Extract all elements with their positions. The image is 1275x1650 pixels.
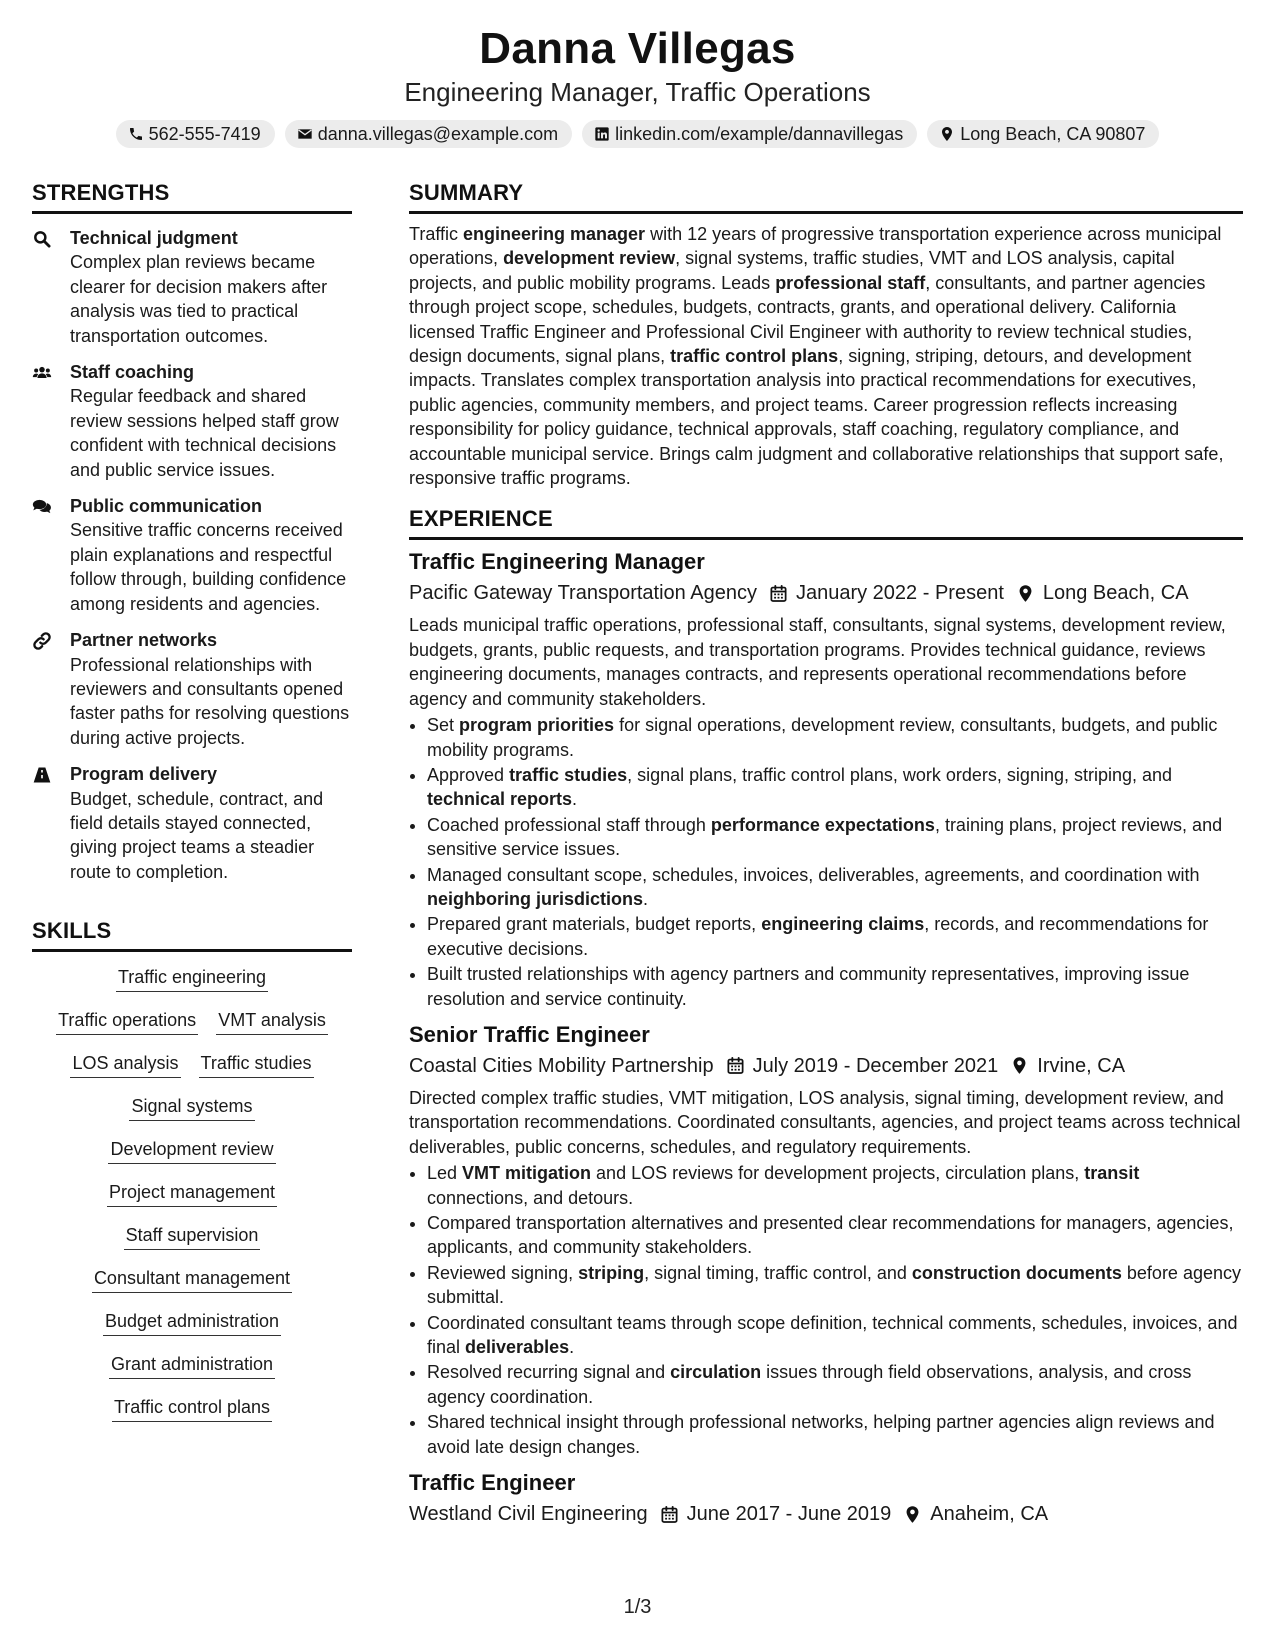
summary-heading: SUMMARY (409, 180, 1243, 214)
experience-heading: EXPERIENCE (409, 506, 1243, 540)
job-title: Traffic Engineer (409, 1470, 576, 1496)
job-meta (409, 579, 1243, 607)
strengths-heading: STRENGTHS (32, 180, 352, 214)
strength-title: Partner networks (70, 630, 218, 651)
road-icon (32, 762, 70, 884)
text-run: , records, and recommendations for executive decisions. (427, 914, 1209, 959)
job-entry (409, 1021, 1243, 1459)
bullet-item (427, 1211, 1243, 1260)
strength-text: Professional relationships with reviewers and consultants opened faster paths for resolving questions during active projects. (70, 654, 350, 748)
text-run: Compared transportation alternatives and presented clear recommendations for managers, agencies, applicants, and community stakeholders. (427, 1213, 1234, 1258)
text-run: . (569, 1337, 575, 1358)
strength-text: Budget, schedule, contract, and field details stayed connected, giving project teams a steadier route to completion. (70, 788, 324, 882)
text-run: Coached professional staff through (427, 814, 711, 835)
calendar-icon (714, 1056, 753, 1075)
strength-title: Technical judgment (70, 228, 238, 248)
text-run: Resolved recurring signal and (427, 1362, 671, 1383)
job-meta (409, 1052, 1243, 1080)
strength-item (32, 360, 352, 482)
bold-phrase: engineering claims (761, 914, 925, 935)
bold-phrase: development review (503, 248, 676, 269)
text-run: Reviewed signing, (427, 1262, 579, 1283)
bullet-item (427, 713, 1243, 762)
bold-phrase: construction documents (911, 1262, 1122, 1283)
contact-text: Long Beach, CA 90807 (960, 124, 1146, 144)
calendar-icon (648, 1505, 687, 1524)
job-location: Long Beach, CA (1042, 582, 1189, 605)
strength-title: Program delivery (70, 764, 218, 785)
text-run: Traffic (409, 224, 464, 244)
skills-heading: SKILLS (32, 918, 352, 952)
bullet-item (427, 1311, 1243, 1360)
bold-phrase: neighboring jurisdictions (427, 888, 643, 909)
bold-phrase: striping (578, 1262, 645, 1283)
skill-tag: Staff supervision (124, 1224, 261, 1250)
calendar-icon (757, 584, 796, 603)
skill-tag: Traffic operations (56, 1009, 198, 1035)
bullet-item (427, 863, 1243, 912)
skill-tag: Project management (107, 1181, 277, 1207)
job-dates: June 2017 - June 2019 (686, 1503, 892, 1526)
text-run: connections, and detours. (427, 1187, 634, 1208)
strength-item (32, 226, 352, 348)
text-run: , signal timing, traffic control, and (644, 1262, 912, 1283)
summary-text (409, 222, 1243, 490)
text-run: for signal operations, development review, consultants, budgets, and public mobility programs. (427, 715, 1218, 760)
strength-text: Sensitive traffic concerns received plain explanations and respectful follow through, building confidence among residents and agencies. (70, 520, 347, 614)
text-run: . (572, 789, 578, 810)
contact-text: 562-555-7419 (148, 124, 261, 144)
users-icon (32, 360, 70, 482)
text-run: Coordinated consultant teams through scope definition, technical comments, schedules, invoices, and final (427, 1312, 1238, 1358)
text-run: Led (427, 1163, 463, 1184)
bold-phrase: engineering manager (463, 224, 646, 244)
skill-tag: Signal systems (129, 1095, 254, 1121)
bold-phrase: traffic control plans (670, 346, 839, 367)
search-icon (32, 226, 70, 348)
contact-linkedin[interactable] (582, 120, 917, 148)
strength-title: Staff coaching (70, 362, 195, 383)
comments-icon (32, 494, 70, 616)
text-run: Managed consultant scope, schedules, invoices, deliverables, agreements, and coordination with (427, 864, 1200, 885)
bold-phrase: performance expectations (710, 814, 935, 835)
strength-item (32, 628, 352, 750)
bold-phrase: technical reports (427, 789, 573, 810)
bold-phrase: deliverables (465, 1337, 570, 1358)
job-title: Senior Traffic Engineer (409, 1021, 650, 1047)
job-company: Pacific Gateway Transportation Agency (409, 582, 757, 605)
strength-title: Public communication (70, 496, 263, 517)
contact-bar (0, 120, 1275, 148)
contact-location (927, 120, 1159, 148)
skills-list (32, 966, 352, 1422)
text-run: before agency submittal. (427, 1262, 1241, 1308)
bold-phrase: traffic studies (509, 764, 628, 785)
strength-item (32, 494, 352, 616)
text-run: , signal plans, traffic control plans, work orders, signing, striping, and (627, 764, 1173, 785)
bullet-item (427, 1261, 1243, 1310)
location-pin-icon (891, 1505, 930, 1524)
page-number: 1/3 (623, 1596, 652, 1618)
bullet-item (427, 813, 1243, 862)
phone-icon (128, 126, 144, 142)
job-entry (409, 548, 1243, 1011)
contact-email[interactable] (285, 120, 572, 148)
skill-tag: Traffic control plans (112, 1396, 272, 1422)
text-run: Approved (427, 764, 510, 785)
location-pin-icon (1004, 584, 1043, 603)
envelope-icon (297, 126, 313, 142)
bold-phrase: program priorities (459, 715, 615, 736)
candidate-name: Danna Villegas (479, 24, 796, 73)
bold-phrase: transit (1084, 1163, 1140, 1184)
text-run: Set (427, 715, 460, 736)
job-dates: July 2019 - December 2021 (752, 1054, 999, 1077)
left-column (32, 180, 352, 1422)
job-entry (409, 1469, 1243, 1528)
job-location: Irvine, CA (1037, 1054, 1126, 1077)
bullet-item (427, 1360, 1243, 1409)
strength-text: Complex plan reviews became clearer for decision makers after analysis was tied to practical transportation outcomes. (70, 252, 328, 346)
skill-tag: Grant administration (109, 1353, 275, 1379)
text-run: . (643, 888, 649, 909)
right-column (409, 180, 1243, 1528)
text-run: , signing, striping, detours, and development impacts. Translates complex transportation analysis into practical recommendations for executives, public agencies, community members, and project teams. Career progression reflects increasing responsibility for policy guidance, technical approvals, staff coaching, regulatory compliance, and accountable municipal service. Brings calm judgment and collaborative relationships that support safe, responsive traffic programs. (409, 346, 1224, 489)
bullet-item (427, 962, 1243, 1011)
job-bullets (409, 1161, 1243, 1459)
bullet-item (427, 912, 1243, 961)
strength-text: Regular feedback and shared review sessions helped staff grow confident with technical decisions and public service issues. (70, 386, 339, 480)
text-run: with 12 years of progressive transportation experience across municipal operations, (409, 224, 1222, 269)
resume-header (0, 0, 1275, 148)
job-bullets (409, 713, 1243, 1011)
text-run: and LOS reviews for development projects, circulation plans, (591, 1163, 1085, 1184)
job-meta (409, 1500, 1243, 1528)
linkedin-icon (594, 126, 610, 142)
bold-phrase: circulation (670, 1362, 762, 1383)
bullet-item (427, 1161, 1243, 1210)
contact-text: danna.villegas@example.com (317, 124, 559, 144)
skill-tag: Budget administration (103, 1310, 281, 1336)
job-description: Directed complex traffic studies, VMT mitigation, LOS analysis, signal timing, development review, and transportation recommendations. Coordinated consultants, agencies, and project teams across technical deliverables, public concerns, schedules, and regulatory requirements. (409, 1087, 1241, 1157)
link-icon (32, 628, 70, 750)
contact-text: linkedin.com/example/dannavillegas (615, 124, 904, 144)
text-run: , signal systems, traffic studies, VMT and LOS analysis, capital projects, and public mobility programs. Leads (409, 248, 1175, 293)
text-run: Shared technical insight through professional networks, helping partner agencies align reviews and avoid late design changes. (427, 1412, 1215, 1457)
skill-tag: Traffic engineering (116, 966, 268, 992)
job-company: Coastal Cities Mobility Partnership (409, 1054, 714, 1077)
job-dates: January 2022 - Present (795, 582, 1004, 605)
job-location: Anaheim, CA (930, 1503, 1049, 1526)
candidate-title: Engineering Manager, Traffic Operations (404, 77, 871, 107)
text-run: issues through field observations, analysis, and cross agency coordination. (427, 1362, 1192, 1407)
bold-phrase: VMT mitigation (462, 1163, 592, 1184)
job-title: Traffic Engineering Manager (409, 549, 705, 575)
text-run: Built trusted relationships with agency partners and community representatives, improving issue resolution and service continuity. (427, 964, 1190, 1009)
text-run: , consultants, and partner agencies through project scope, schedules, budgets, contracts, grants, and operational delivery. California licensed Traffic Engineer and Professional Civil Engineer with authority to review technical studies, design documents, signal plans, (409, 272, 1206, 367)
bullet-item (427, 1410, 1243, 1459)
strength-item (32, 762, 352, 884)
job-description: Leads municipal traffic operations, professional staff, consultants, signal systems, development review, budgets, grants, public requests, and transportation programs. Provides technical guidance, reviews engineering documents, manages contracts, and represents operational recommendations before agency and community stakeholders. (409, 615, 1226, 709)
skill-tag: Traffic studies (199, 1052, 314, 1078)
bold-phrase: professional staff (775, 272, 926, 293)
job-company: Westland Civil Engineering (409, 1503, 648, 1526)
contact-phone[interactable] (116, 120, 275, 148)
text-run: Prepared grant materials, budget reports, (427, 914, 762, 935)
skill-tag: Consultant management (92, 1267, 292, 1293)
location-pin-icon (998, 1056, 1037, 1075)
text-run: , training plans, project reviews, and sensitive service issues. (427, 814, 1223, 860)
location-pin-icon (939, 126, 955, 142)
bullet-item (427, 763, 1243, 812)
skill-tag: Development review (108, 1138, 275, 1164)
skill-tag: VMT analysis (216, 1009, 328, 1035)
skill-tag: LOS analysis (70, 1052, 180, 1078)
